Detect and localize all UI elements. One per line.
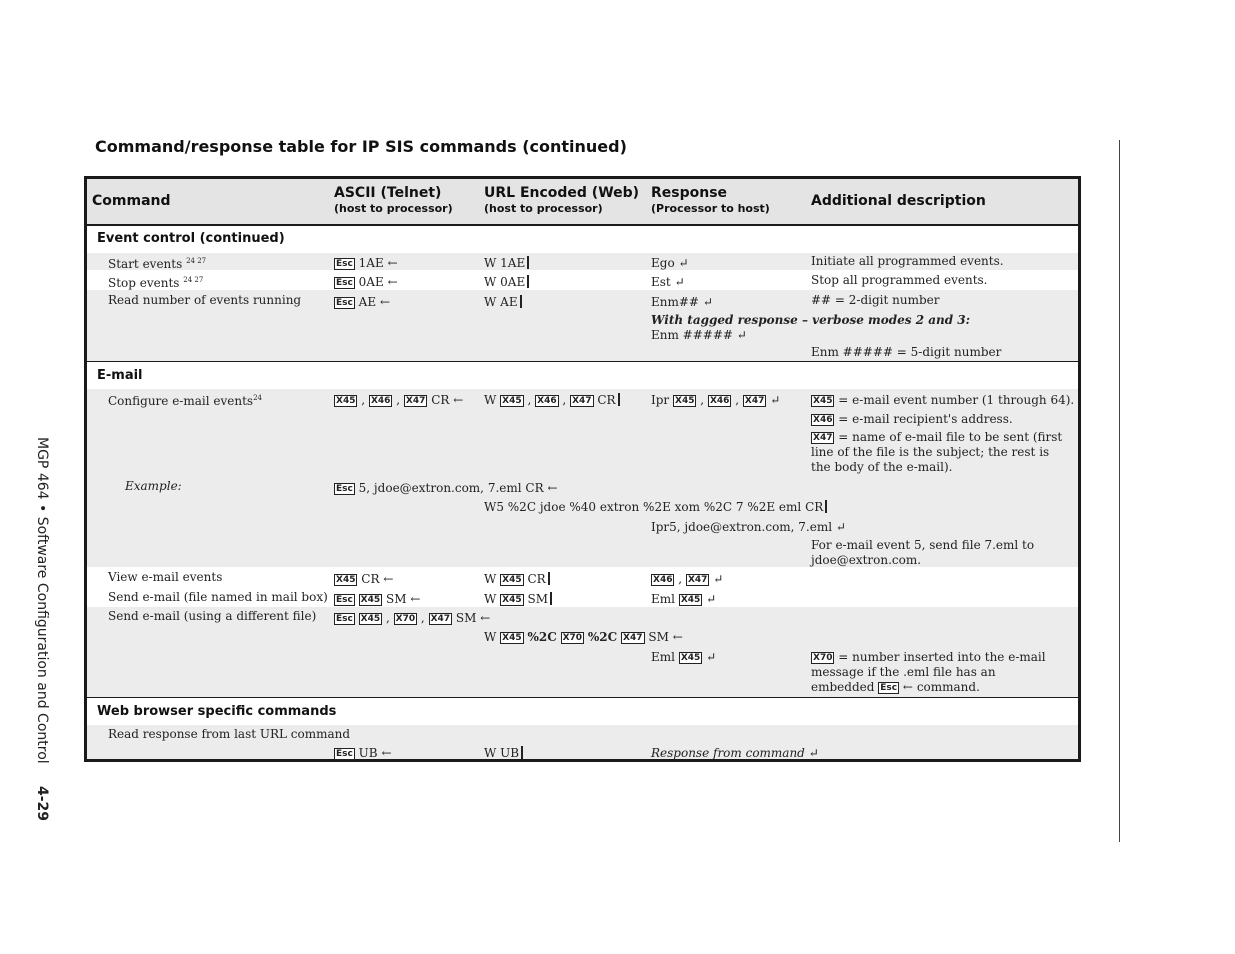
description-cell: ## = 2-digit number: [811, 293, 940, 307]
url-cell: W X45 SM: [484, 592, 552, 607]
return-arrow-icon: ↵: [706, 592, 717, 606]
left-arrow-icon: ←: [387, 256, 398, 270]
page-number: 4-29: [34, 785, 50, 821]
table-row-cmd: Send e-mail (file named in mail box): [108, 590, 328, 604]
table-row-cmd: Start events $^{24 27}$: [108, 257, 207, 271]
ascii-cell: Esc 0AE ←: [336, 275, 398, 289]
section-web-browser: Web browser specific commands: [97, 704, 337, 719]
ascii-cell: X45 CR ←: [336, 572, 394, 586]
description-cell: X70 = number inserted into the e-mail message if the .eml file has an embedded Esc ← command.: [811, 650, 1046, 694]
table-row-cmd: Configure e-mail events$^{24}$: [108, 394, 262, 408]
response-cell: Response from command ↵: [651, 746, 819, 760]
bar-icon: [825, 500, 827, 513]
return-arrow-icon: ↵: [702, 295, 713, 309]
response-cell: Ipr5, jdoe@extron.com, 7.eml ↵: [651, 520, 846, 534]
command-table: [84, 176, 1081, 762]
sidebar-text: MGP 464 • Software Configuration and Control: [34, 437, 50, 764]
ascii-cell: X45 , X46 , X47 CR ←: [336, 393, 464, 407]
table-row-cmd: Read response from last URL command: [108, 727, 351, 741]
return-arrow-icon: ↵: [713, 572, 724, 586]
header-command: Command: [92, 193, 171, 209]
description-cell: X47 = name of e-mail file to be sent (first line of the file is the subject; the rest is the body of the e-mail).: [811, 430, 1063, 474]
left-arrow-icon: ←: [480, 611, 491, 625]
description-cell: X45 = e-mail event number (1 through 64).: [813, 393, 1075, 407]
ascii-cell: Esc AE ←: [336, 295, 390, 309]
bar-icon: [527, 275, 529, 288]
return-arrow-icon: ↵: [736, 328, 747, 342]
bar-icon: [521, 746, 523, 759]
description-cell: Initiate all programmed events.: [811, 254, 1004, 268]
url-cell: W X45 CR: [484, 572, 550, 587]
url-cell: W X45 %2C X70 %2C X47 SM ←: [484, 630, 683, 644]
ascii-cell: Esc 5, jdoe@extron.com, 7.eml CR ←: [336, 481, 558, 495]
bar-icon: [527, 256, 529, 269]
url-cell: W 0AE: [484, 275, 529, 290]
sidebar-footer: [26, 437, 50, 840]
tagged-note: With tagged response – verbose modes 2 and 3:: [651, 313, 971, 327]
ascii-cell: Esc X45 , X70 , X47 SM ←: [336, 611, 491, 625]
ascii-cell: Esc X45 SM ←: [336, 592, 421, 606]
description-cell: Enm ##### = 5-digit number: [811, 345, 1002, 359]
url-cell: W5 %2C jdoe %40 extron %2E xom %2C 7 %2E eml CR: [484, 500, 827, 515]
response-cell: Est ↵: [651, 275, 685, 289]
tagged-response: Enm ##### ↵: [651, 328, 747, 342]
return-arrow-icon: ↵: [678, 256, 689, 270]
table-row-cmd: Stop events $^{24 27}$: [108, 276, 204, 290]
left-arrow-icon: ←: [453, 393, 464, 407]
ascii-cell: Esc UB ←: [336, 746, 392, 760]
section-email: E-mail: [97, 368, 143, 383]
bar-icon: [550, 592, 552, 605]
left-arrow-icon: ←: [672, 630, 683, 644]
description-cell: For e-mail event 5, send file 7.eml to jdoe@extron.com.: [811, 538, 1035, 567]
example-label: Example:: [125, 479, 182, 493]
response-cell: Eml X45 ↵: [651, 592, 717, 606]
description-cell: X46 = e-mail recipient's address.: [813, 412, 1013, 426]
response-cell: Eml X45 ↵: [651, 650, 717, 664]
url-cell: W 1AE: [484, 256, 529, 271]
response-cell: Ipr X45 , X46 , X47 ↵: [651, 393, 781, 407]
header-response: Response (Processor to host): [651, 185, 770, 215]
return-arrow-icon: ↵: [835, 520, 846, 534]
left-arrow-icon: ←: [387, 275, 398, 289]
ascii-cell: Esc 1AE ←: [336, 256, 398, 270]
table-row-cmd: View e-mail events: [108, 570, 223, 584]
table-row-cmd: Read number of events running: [108, 293, 302, 307]
url-cell: W AE: [484, 295, 522, 310]
margin-rule: [1119, 140, 1120, 842]
table-row-cmd: Send e-mail (using a different file): [108, 609, 317, 623]
left-arrow-icon: ←: [379, 295, 390, 309]
left-arrow-icon: ←: [902, 680, 913, 694]
response-cell: X46 , X47 ↵: [653, 572, 724, 586]
header-url: URL Encoded (Web) (host to processor): [484, 185, 640, 215]
url-cell: W X45 , X46 , X47 CR: [484, 393, 620, 408]
bar-icon: [618, 393, 620, 406]
bar-icon: [548, 572, 550, 585]
return-arrow-icon: ↵: [706, 650, 717, 664]
bar-icon: [520, 295, 522, 308]
left-arrow-icon: ←: [410, 592, 421, 606]
header-description: Additional description: [811, 193, 986, 209]
page-title: Command/response table for IP SIS commands (continued): [95, 137, 627, 156]
response-cell: Enm## ↵: [651, 295, 713, 309]
url-cell: W UB: [484, 746, 523, 761]
response-cell: Ego ↵: [651, 256, 689, 270]
return-arrow-icon: ↵: [674, 275, 685, 289]
left-arrow-icon: ←: [547, 481, 558, 495]
left-arrow-icon: ←: [381, 746, 392, 760]
section-event-control: Event control (continued): [97, 231, 285, 246]
description-cell: Stop all programmed events.: [811, 273, 988, 287]
header-ascii: ASCII (Telnet) (host to processor): [334, 185, 453, 215]
table-header: [87, 179, 1078, 226]
return-arrow-icon: ↵: [808, 746, 819, 760]
left-arrow-icon: ←: [383, 572, 394, 586]
return-arrow-icon: ↵: [770, 393, 781, 407]
